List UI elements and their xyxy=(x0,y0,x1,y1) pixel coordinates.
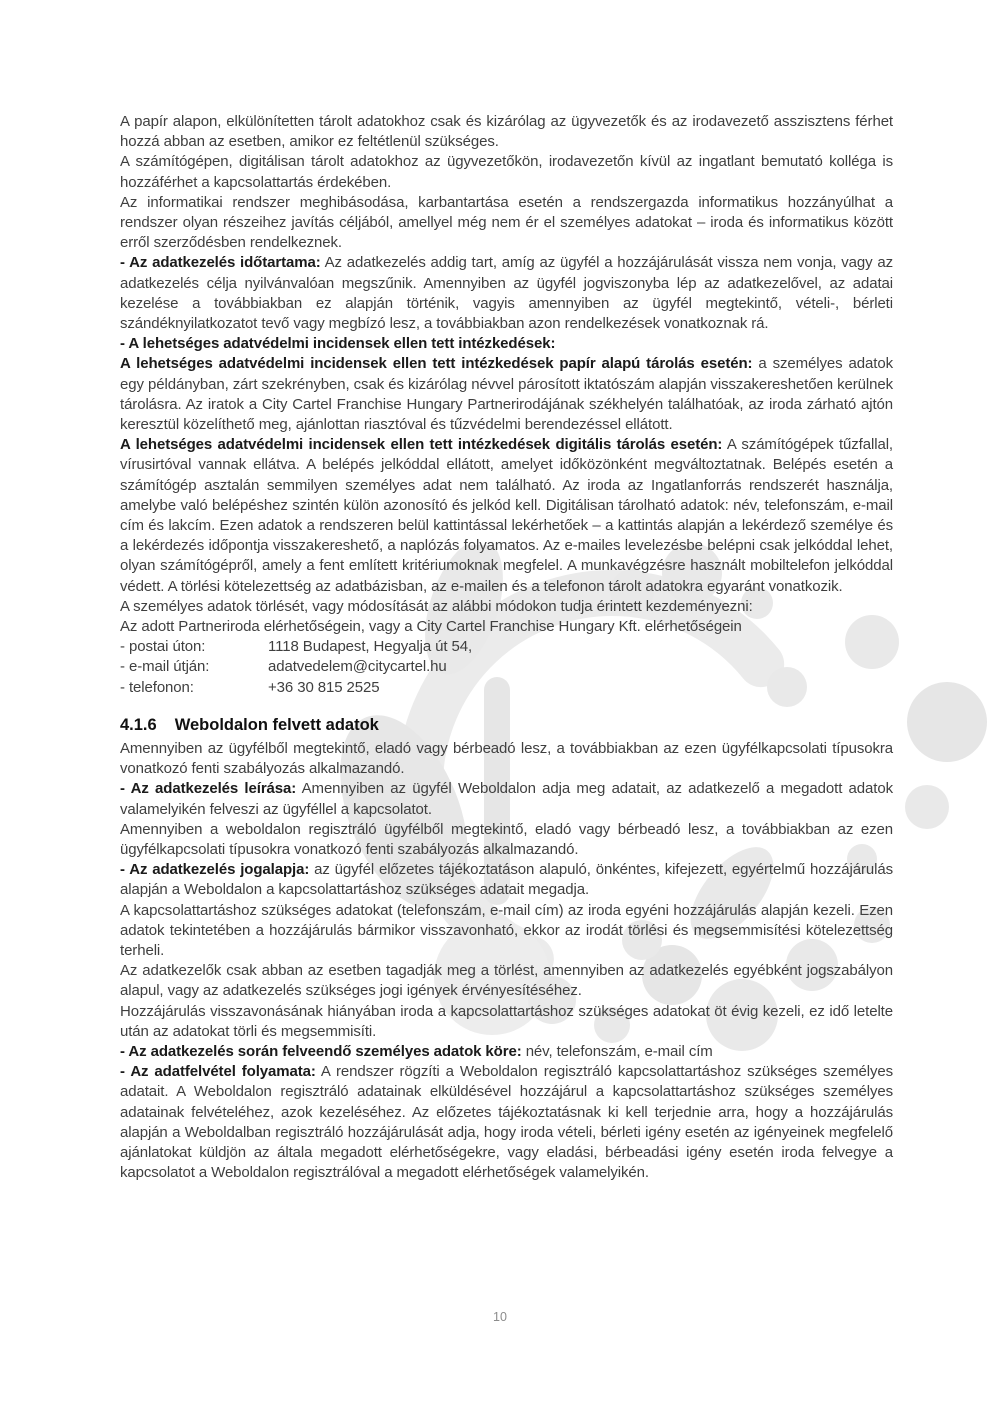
paragraph-text: Az adott Partneriroda elérhetőségein, vagy a City Cartel Franchise Hungary Kft. elérhetőségein xyxy=(120,618,742,636)
paragraph xyxy=(120,334,893,354)
contact-value: +36 30 815 2525 xyxy=(268,678,380,696)
paragraph xyxy=(120,1042,893,1062)
paragraphs-before-section xyxy=(120,112,893,637)
paragraph-text: A rendszer rögzíti a Weboldalon regisztráló kapcsolattartáshoz szükséges személyes adatait. A Weboldalon regisztráló adatainak elküldésével hozzájárul a kapcsolattartáshoz szükséges személyes adatainak felvételéhez, azok kezeléséhez. Az előzetes tájékoztatásnak ki kell terjednie arra, hogy a hozzájárulás alapján a Weboldalban regisztráló hozzájárulását adja, hogy iroda vételi, bérleti igény esetén az igényeinek megfelelő ajánlatokat küldjön az általa megadott elérhetőségekre, vagy eladási, bérbeadási igény esetén iroda felvegye a kapcsolatot a Weboldalon regisztrálóval a megadott elérhetőségek valamelyikén. xyxy=(120,1063,893,1182)
paragraph xyxy=(120,1062,893,1183)
paragraph xyxy=(120,597,893,617)
section-heading xyxy=(120,714,893,736)
paragraph xyxy=(120,253,893,334)
contact-row xyxy=(120,678,893,698)
paragraph xyxy=(120,860,893,900)
paragraph-bold-lead: A lehetséges adatvédelmi incidensek ellen tett intézkedések papír alapú tárolás esetén: xyxy=(120,355,753,373)
paragraph-bold-lead: A lehetséges adatvédelmi incidensek ellen tett intézkedések digitális tárolás esetén: xyxy=(120,436,723,454)
contact-value: 1118 Budapest, Hegyalja út 54, xyxy=(268,638,473,656)
paragraph-text: a személyes adatok egy példányban, zárt szekrényben, csak és kizárólag névvel párosított iktatószám alapján visszakereshetően kerülnek tárolásra. Az iratok a City Cartel Franchise Hungary Partnerirodájának székhelyén találhatóak, az iroda zárható ajtón keresztül közelíthető meg, ajánlottan riasztóval és tűzvédelmi berendezéssel ellátott. xyxy=(120,355,893,434)
paragraph-bold-lead: - Az adatkezelés leírása: xyxy=(120,780,297,798)
paragraph-text: név, telefonszám, e-mail cím xyxy=(521,1042,713,1060)
document-body xyxy=(120,112,893,1183)
paragraph-text: Amennyiben az ügyfélből megtekintő, eladó vagy bérbeadó lesz, a továbbiakban az ezen ügyfélkapcsolati típusokra vonatkozó fenti szabályozás alkalmazandó. xyxy=(120,739,893,778)
paragraph-bold-lead: - Az adatfelvétel folyamata: xyxy=(120,1063,316,1081)
contact-value: adatvedelem@citycartel.hu xyxy=(268,658,447,676)
page-number: 10 xyxy=(493,1310,507,1324)
section-number: 4.1.6 xyxy=(120,715,157,734)
paragraph-text: Az adatkezelők csak abban az esetben tagadják meg a törlést, amennyiben az adatkezelés egyébként jogszabályon alapul, vagy az adatkezelés szükséges jogi igények érvényesítéséhez. xyxy=(120,962,893,1000)
paragraph xyxy=(120,901,893,962)
paragraph-bold-lead: - Az adatkezelés jogalapja: xyxy=(120,861,310,879)
contact-label: - postai úton: xyxy=(120,638,206,656)
contact-label: - e-mail útján: xyxy=(120,658,210,676)
paragraph-text: Az adatkezelés addig tart, amíg az ügyfél a hozzájárulását vissza nem vonja, vagy az adatkezelés célja nyilvánvalóan megszűnik. Amennyiben az ügyfél jogviszonyba lép az adatkezelővel, az adatai kezelése a továbbiakban ez alapján történik, vagyis amennyiben az ügyfél megtekintő, vételi-, bérleti szándéknyilatkozatot tevő vagy megbízó lesz, a továbbiakban azon rendelkezések vonatkoznak rá. xyxy=(120,254,894,333)
paragraph xyxy=(120,961,893,1001)
paragraph xyxy=(120,617,893,637)
paragraphs-after-section xyxy=(120,739,893,1183)
paragraph-bold-lead: - Az adatkezelés során felveendő személyes adatok köre: xyxy=(120,1042,522,1060)
paragraph-text: az ügyfél előzetes tájékoztatáson alapuló, önkéntes, kifejezett, egyértelmű hozzájárulás alapján a Weboldalon a kapcsolattartáshoz szükséges adatait megadja. xyxy=(120,861,893,899)
paragraph xyxy=(120,779,893,819)
paragraph xyxy=(120,193,893,254)
page-footer xyxy=(0,1310,1000,1324)
paragraph xyxy=(120,1002,893,1042)
paragraph xyxy=(120,820,893,860)
paragraph-text: A számítógépen, digitálisan tárolt adatokhoz az ügyvezetőkön, irodavezetőn kívül az ingatlant bemutató kolléga is hozzáférhet a kapcsolattartás érdekében. xyxy=(120,153,893,191)
paragraph-text: Hozzájárulás visszavonásának hiányában iroda a kapcsolattartáshoz szükséges adatokat öt évig kezeli, ez idő letelte után az adatokat törli és megsemmisíti. xyxy=(120,1002,893,1040)
paragraph-text: A számítógépek tűzfallal, vírusirtóval vannak ellátva. A belépés jelkóddal ellátott, amelyet időközönként megváltoztatnak. Belépés esetén a számítógép asztalán semmilyen személyes adat nem található. Az iroda az Ingatlanforrás rendszerét használja, amelybe való belépéshez szintén külön azonosító és jelkód kell. Digitálisan tárolható adatok: név, telefonszám, e-mail cím és lakcím. Ezen adatok a rendszeren belül kattintással lekérhetőek – a kattintás alapján a lekérdező személye és a lekérdezés időpontja visszakereshető, a naplózás folyamatos. Az e-mailes levelezésbe belépni csak jelkóddal lehet, olyan számítógépről, amely a fent említett kritériumoknak megfelel. A munkavégzésre használt mobiltelefon jelkóddal védett. A törlési kötelezettség az adatbázisban, az e-mailen és a telefonon tárolt adatokra egyaránt vonatkozik. xyxy=(120,436,894,595)
paragraph-text: Amennyiben az ügyfél Weboldalon adja meg adatait, az adatkezelő a megadott adatok valamelyikén felveszi az ügyféllel a kapcsolatot. xyxy=(120,780,893,818)
paragraph xyxy=(120,739,893,779)
paragraph-text: A papír alapon, elkülönítetten tárolt adatokhoz csak és kizárólag az ügyvezetők és az irodavezető asszisztens férhet hozzá abban az esetben, amikor ez feltétlenül szükséges. xyxy=(120,113,893,151)
contact-row xyxy=(120,657,893,677)
paragraph-text: A személyes adatok törlését, vagy módosítását az alábbi módokon tudja érintett kezdeményezni: xyxy=(120,597,753,615)
paragraph xyxy=(120,152,893,192)
paragraph xyxy=(120,112,893,152)
paragraph xyxy=(120,354,893,435)
section-title: Weboldalon felvett adatok xyxy=(174,715,379,734)
paragraph-bold-lead: - Az adatkezelés időtartama: xyxy=(120,254,321,272)
paragraph-text: A kapcsolattartáshoz szükséges adatokat (telefonszám, e-mail cím) az iroda egyéni hozzájárulás alapján kezeli. Ezen adatok tekintetében a hozzájárulás bármikor visszavonható, ekkor az irodát törlési és megsemmisítési kötelezettség terheli. xyxy=(120,901,893,959)
contact-list xyxy=(120,637,893,698)
contact-row xyxy=(120,637,893,657)
paragraph-text: Amennyiben a weboldalon regisztráló ügyfélből megtekintő, eladó vagy bérbeadó lesz, a továbbiakban az ezen ügyfélkapcsolati típusokra vonatkozó fenti szabályozás alkalmazandó. xyxy=(120,820,893,858)
paragraph xyxy=(120,435,893,597)
contact-label: - telefonon: xyxy=(120,678,194,696)
paragraph-text: Az informatikai rendszer meghibásodása, karbantartása esetén a rendszergazda informatikus hozzányúlhat a rendszer olyan részeihez javítás céljából, amellyel még nem ér el személyes adatokat – iroda és informatikus között erről szerződésben rendelkeznek. xyxy=(120,193,893,252)
paragraph-bold-lead: - A lehetséges adatvédelmi incidensek ellen tett intézkedések: xyxy=(120,335,556,353)
